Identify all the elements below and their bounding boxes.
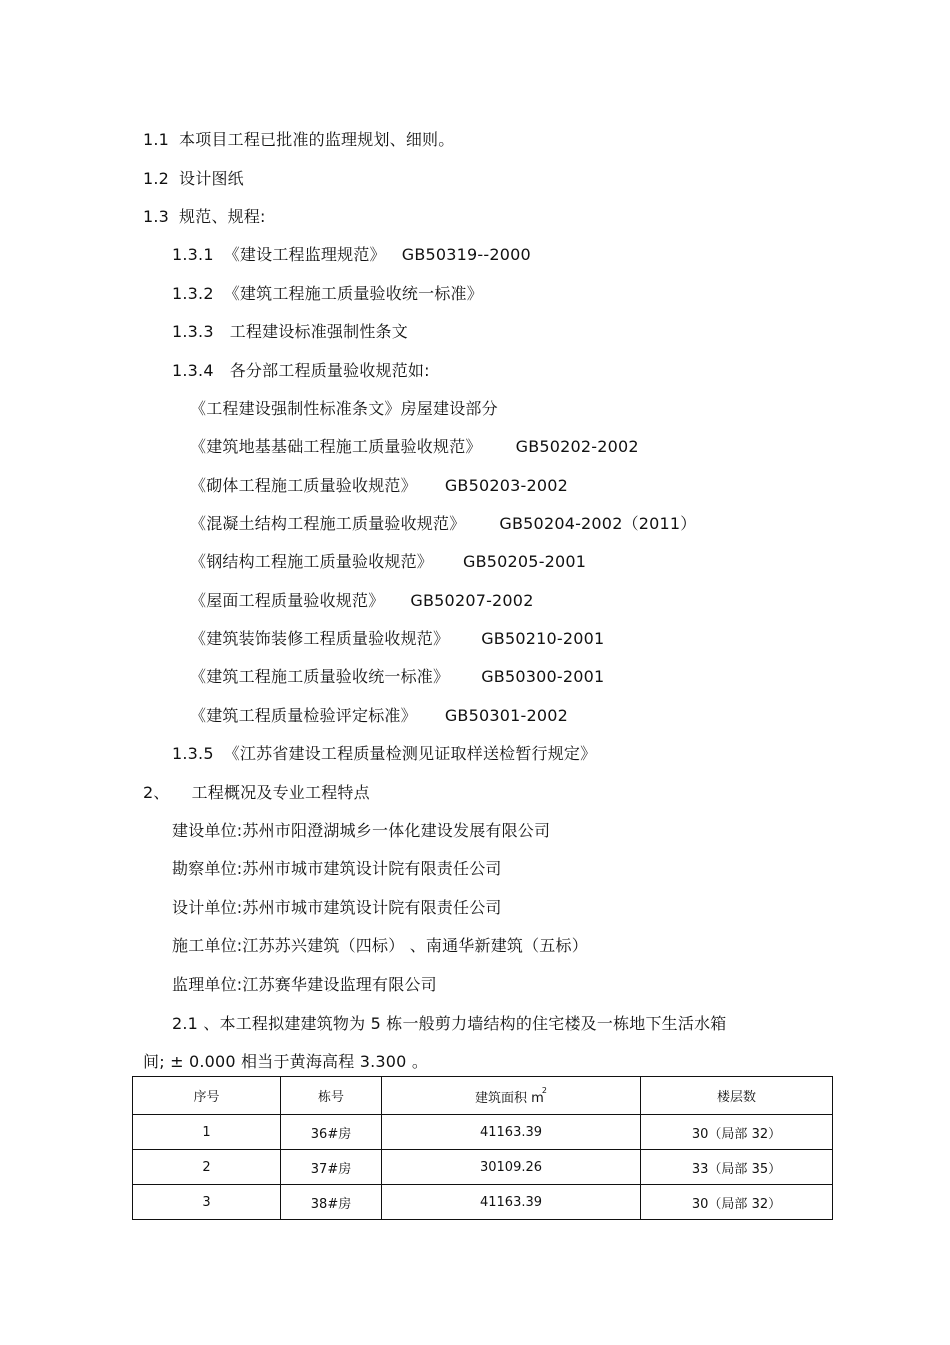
standard-item <box>190 513 697 535</box>
standard-code: GB50210-2001 <box>481 629 605 648</box>
clause-1-1 <box>143 129 454 151</box>
clause-1-3-5 <box>172 743 596 765</box>
standard-code: GB50300-2001 <box>481 667 605 686</box>
standard-title: 《建筑工程施工质量验收统一标准》 <box>190 667 450 686</box>
paragraph-2-1-line1: 2.1 、本工程拟建建筑物为 5 栋一般剪力墙结构的住宅楼及一栋地下生活水箱 <box>172 1014 727 1033</box>
standard-title: 《钢结构工程施工质量验收规范》 <box>190 552 434 571</box>
standard-title: 《屋面工程质量验收规范》 <box>190 591 385 610</box>
unit-label: 建设单位: <box>172 821 243 840</box>
standard-code: GB50204-2002（2011） <box>499 514 697 533</box>
unit-value: 江苏赛华建设监理有限公司 <box>242 975 437 994</box>
header-floor-area <box>382 1077 641 1115</box>
standard-code: GB50205-2001 <box>463 552 587 571</box>
standard-title: 《建筑地基基础工程施工质量验收规范》 <box>190 437 482 456</box>
standard-code: GB50202-2002 <box>515 437 639 456</box>
standard-item <box>190 436 639 458</box>
clause-number: 1.3.4 <box>172 361 214 380</box>
standard-code: GB50203-2002 <box>444 476 568 495</box>
unit-value: 江苏苏兴建筑（四标） 、南通华新建筑（五标） <box>242 936 588 955</box>
table-header-row <box>133 1077 833 1115</box>
section-2-heading <box>143 782 370 804</box>
standard-item <box>190 551 586 573</box>
clause-1-3-3 <box>172 321 408 343</box>
cell-building-no: 38#房 <box>281 1185 382 1220</box>
clause-text: 《江苏省建设工程质量检测见证取样送检暂行规定》 <box>223 744 597 763</box>
standard-item <box>190 590 534 612</box>
standard-item <box>190 705 568 727</box>
clause-text: 《建筑工程施工质量验收统一标准》 <box>223 284 483 303</box>
cell-floor-area: 41163.39 <box>382 1185 641 1220</box>
table-row <box>133 1115 833 1150</box>
header-floor-area-label: 建筑面积 m <box>475 1090 544 1106</box>
cell-floor-count: 30（局部 32） <box>641 1185 833 1220</box>
clause-text: 工程建设标准强制性条文 <box>229 322 408 341</box>
standard-title: 《建筑装饰装修工程质量验收规范》 <box>190 629 450 648</box>
paragraph-2-1-line2: 间; ± 0.000 相当于黄海高程 3.300 。 <box>143 1052 429 1071</box>
unit-row-supervision <box>172 974 437 996</box>
clause-number: 1.1 <box>143 130 170 149</box>
cell-building-no: 37#房 <box>281 1150 382 1185</box>
cell-index: 3 <box>133 1185 281 1220</box>
clause-number: 1.3 <box>143 207 170 226</box>
cell-index: 2 <box>133 1150 281 1185</box>
unit-row-construction <box>172 820 550 842</box>
standard-code: GB50319--2000 <box>401 245 531 264</box>
table-row <box>133 1150 833 1185</box>
standard-item <box>190 398 498 420</box>
unit-value: 苏州市城市建筑设计院有限责任公司 <box>242 898 502 917</box>
clause-number: 1.3.2 <box>172 284 214 303</box>
standard-title: 《砌体工程施工质量验收规范》 <box>190 476 417 495</box>
header-floor-count: 楼层数 <box>641 1077 833 1115</box>
clause-1-3-1 <box>172 244 531 266</box>
standard-item <box>190 628 604 650</box>
standard-code: GB50207-2002 <box>410 591 534 610</box>
clause-text: 本项目工程已批准的监理规划、细则。 <box>179 130 455 149</box>
clause-1-3 <box>143 206 266 228</box>
standard-code: GB50301-2002 <box>444 706 568 725</box>
clause-text: 规范、规程: <box>179 207 266 226</box>
clause-number: 1.2 <box>143 169 170 188</box>
cell-index: 1 <box>133 1115 281 1150</box>
clause-number: 1.3.1 <box>172 245 214 264</box>
cell-floor-area: 30109.26 <box>382 1150 641 1185</box>
clause-number: 1.3.3 <box>172 322 214 341</box>
unit-label: 设计单位: <box>172 898 243 917</box>
standard-title: 《工程建设强制性标准条文》房屋建设部分 <box>190 399 498 418</box>
table-row <box>133 1185 833 1220</box>
standard-item <box>190 475 568 497</box>
cell-floor-count: 33（局部 35） <box>641 1150 833 1185</box>
unit-row-contractor <box>172 935 588 957</box>
standard-title: 《建筑工程质量检验评定标准》 <box>190 706 417 725</box>
section-number: 2、 <box>143 783 170 802</box>
unit-label: 监理单位: <box>172 975 243 994</box>
clause-1-2 <box>143 168 244 190</box>
header-index: 序号 <box>133 1077 281 1115</box>
clause-text: 《建设工程监理规范》 <box>223 245 386 264</box>
header-building-no: 栋号 <box>281 1077 382 1115</box>
area-unit-superscript: 2 <box>541 1085 547 1095</box>
unit-label: 勘察单位: <box>172 859 243 878</box>
unit-label: 施工单位: <box>172 936 243 955</box>
clause-text: 各分部工程质量验收规范如: <box>229 361 430 380</box>
unit-value: 苏州市城市建筑设计院有限责任公司 <box>242 859 502 878</box>
clause-1-3-2 <box>172 283 483 305</box>
cell-building-no: 36#房 <box>281 1115 382 1150</box>
section-title: 工程概况及专业工程特点 <box>191 783 370 802</box>
clause-text: 设计图纸 <box>179 169 244 188</box>
cell-floor-count: 30（局部 32） <box>641 1115 833 1150</box>
unit-row-survey <box>172 858 502 880</box>
cell-floor-area: 41163.39 <box>382 1115 641 1150</box>
unit-value: 苏州市阳澄湖城乡一体化建设发展有限公司 <box>242 821 551 840</box>
standard-item <box>190 666 604 688</box>
clause-1-3-4 <box>172 360 430 382</box>
standard-title: 《混凝土结构工程施工质量验收规范》 <box>190 514 466 533</box>
building-table <box>132 1076 833 1220</box>
clause-number: 1.3.5 <box>172 744 214 763</box>
unit-row-design <box>172 897 502 919</box>
